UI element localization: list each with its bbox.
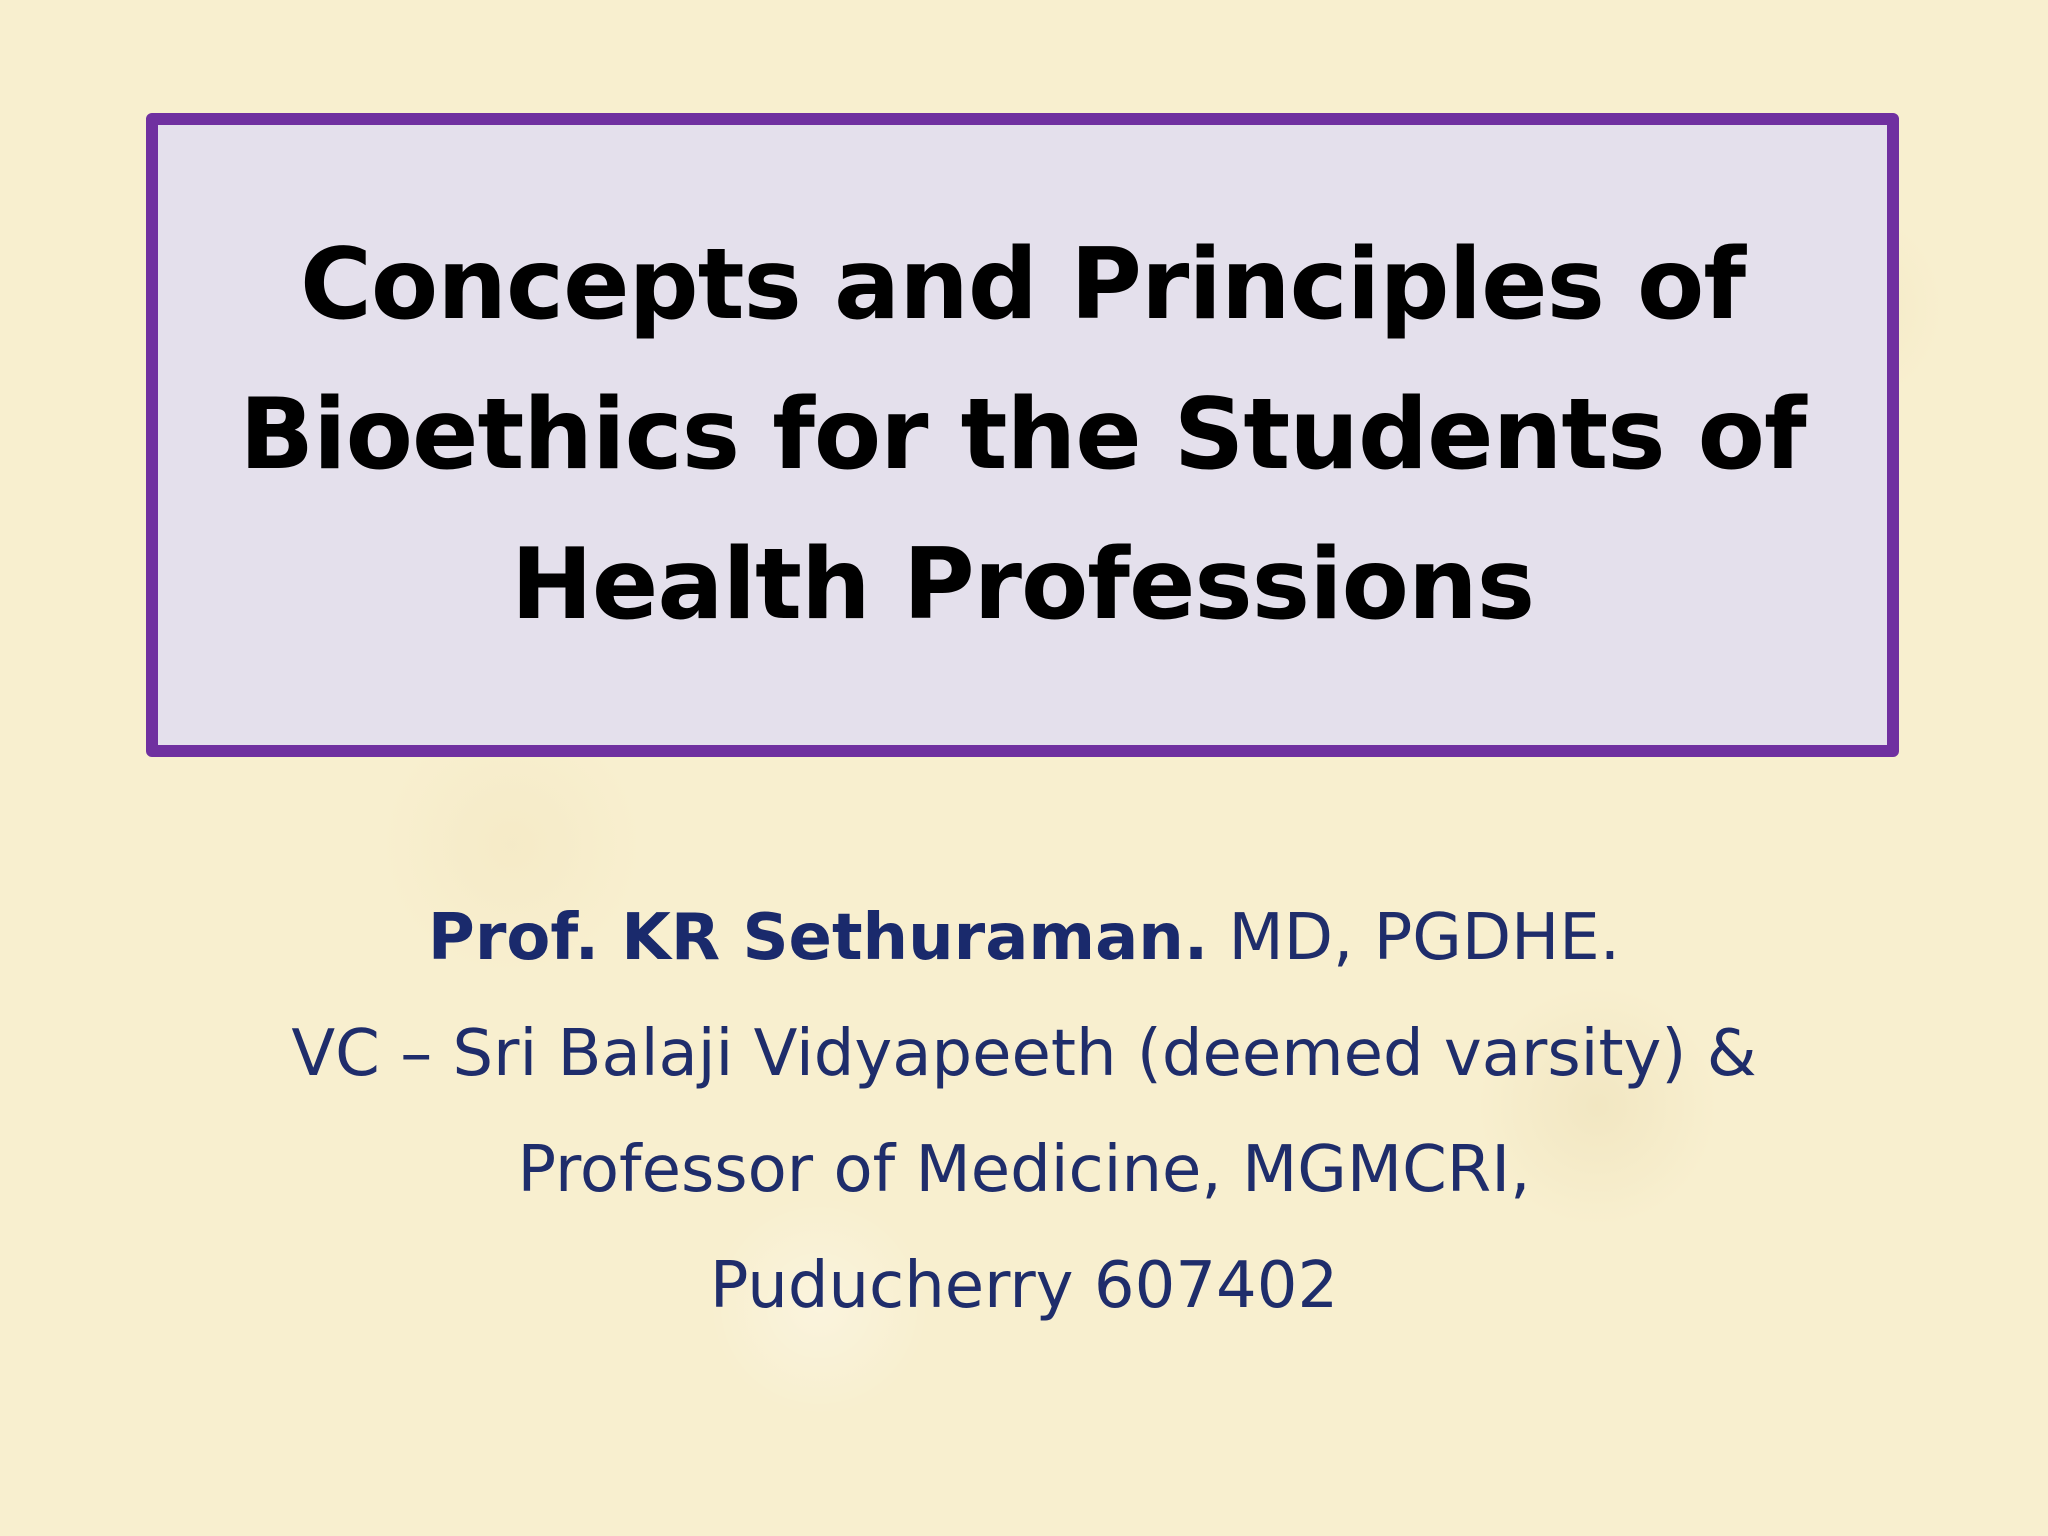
author-degrees: MD, PGDHE. [1228,901,1621,975]
affiliation-line-2: Professor of Medicine, MGMCRI, [517,1133,1531,1207]
author-line [0,880,2048,996]
title-line-1: Concepts and Principles of [299,228,1745,342]
affiliation-line-3: Puducherry 607402 [709,1249,1339,1323]
title-line-2: Bioethics for the Students of [239,378,1806,492]
author-block [0,880,2048,1344]
title-line-3: Health Professions [510,528,1535,642]
author-name: Prof. KR Sethuraman. [427,901,1209,975]
affiliation-line-1: VC – Sri Balaji Vidyapeeth (deemed varsity) & [291,1017,1757,1091]
title-box [146,113,1899,757]
slide-title [199,210,1845,660]
